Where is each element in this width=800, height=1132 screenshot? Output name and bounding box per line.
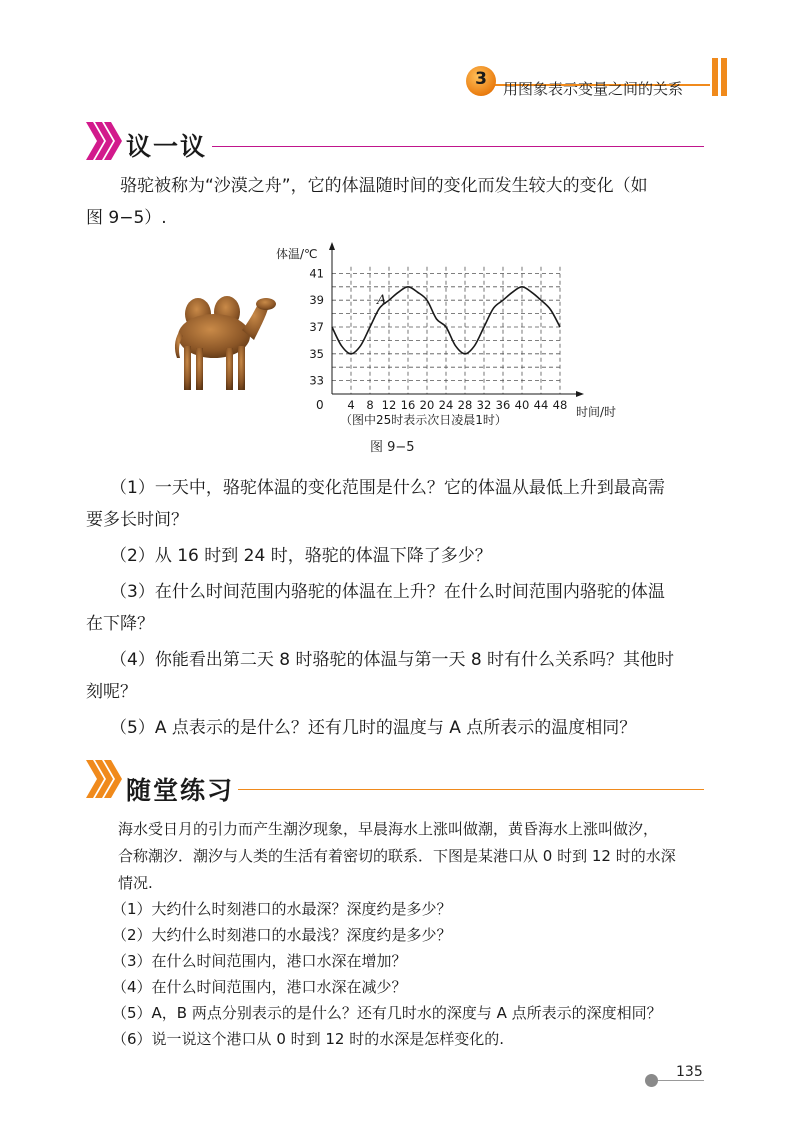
chapter-section-title: 用图象表示变量之间的关系 [503, 80, 684, 98]
x-tick-label: 44 [533, 398, 549, 412]
question: （5）A，B 两点分别表示的是什么？还有几时水的深度与 A 点所表示的深度相同？ [112, 1004, 662, 1022]
camel-illustration [170, 288, 280, 396]
intro-line: 图 9−5）. [86, 208, 167, 228]
x-tick-label: 8 [366, 398, 374, 412]
y-axis-label: 体温/℃ [276, 247, 318, 261]
discuss-questions [86, 472, 730, 744]
x-tick-label: 48 [552, 398, 568, 412]
question: （2）大约什么时刻港口的水最浅？深度约是多少？ [112, 926, 452, 944]
x-tick-label: 4 [347, 398, 355, 412]
question: （4）你能看出第二天 8 时骆驼的体温与第一天 8 时有什么关系吗？其他时 刻呢？ [86, 650, 675, 702]
practice-questions [112, 896, 732, 1052]
x-tick-label: 40 [514, 398, 530, 412]
question: （2）从 16 时到 24 时，骆驼的体温下降了多少？ [110, 546, 492, 566]
point-a-label: A [377, 293, 387, 309]
section-number-badge: 3 [466, 66, 496, 96]
y-tick-label: 39 [309, 293, 324, 308]
question: （4）在什么时间范围内，港口水深在减少？ [112, 978, 407, 996]
section-title-discuss: 议一议 [126, 132, 208, 161]
question: （1）大约什么时刻港口的水最深？深度约是多少？ [112, 900, 452, 918]
x-axis-arrow [576, 391, 584, 397]
chevron-arrows-icon [86, 758, 126, 800]
question: （3）在什么时间范围内骆驼的体温在上升？在什么时间范围内骆驼的体温 在下降？ [86, 582, 665, 634]
question: （3）在什么时间范围内，港口水深在增加？ [112, 952, 407, 970]
x-tick-label: 16 [400, 398, 416, 412]
x-tick-label: 20 [419, 398, 435, 412]
chart-note: （图中25时表示次日凌晨1时） [340, 413, 507, 427]
temperature-chart [270, 240, 640, 432]
intro-line: 骆驼被称为“沙漠之舟”，它的体温随时间的变化而发生较大的变化（如 [120, 176, 648, 196]
section-title-practice: 随堂练习 [126, 776, 235, 805]
page-number: 135 [676, 1064, 703, 1080]
section-rule [212, 146, 704, 147]
y-tick-label: 35 [309, 346, 324, 361]
chart-axes [329, 242, 584, 397]
chart-grid [332, 267, 560, 394]
page-number-rule [654, 1080, 704, 1081]
y-tick-label: 33 [309, 373, 324, 388]
y-axis-arrow [329, 242, 335, 250]
x-tick-label: 32 [476, 398, 492, 412]
header-strip [712, 58, 718, 96]
x-tick-label: 12 [381, 398, 397, 412]
y-tick-label: 37 [309, 320, 324, 334]
figure-caption: 图 9−5 [370, 440, 415, 455]
x-tick-label: 28 [457, 398, 473, 412]
header-strip [721, 58, 727, 96]
question: （5）A 点表示的是什么？还有几时的温度与 A 点所表示的温度相同？ [110, 718, 637, 738]
x-axis-label: 时间/时 [576, 405, 617, 419]
x-tick-label: 36 [495, 398, 511, 412]
question: （6）说一说这个港口从 0 时到 12 时的水深是怎样变化的. [112, 1030, 505, 1048]
chevron-arrows-icon [86, 120, 126, 162]
y-tick-label: 41 [309, 266, 324, 281]
section-rule [238, 789, 704, 790]
page-dot-icon [645, 1074, 658, 1087]
practice-intro: 海水受日月的引力而产生潮汐现象，早晨海水上涨叫做潮，黄昏海水上涨叫做汐， 合称潮汐．潮汐与人类的生活有着密切的联系．下图是某港口从 0 时到 12 时的水深 情况. [118, 820, 676, 892]
origin-label: 0 [316, 398, 324, 412]
question: （1）一天中，骆驼体温的变化范围是什么？它的体温从最低上升到最高需 要多长时间？ [86, 478, 665, 530]
x-tick-label: 24 [438, 398, 454, 412]
